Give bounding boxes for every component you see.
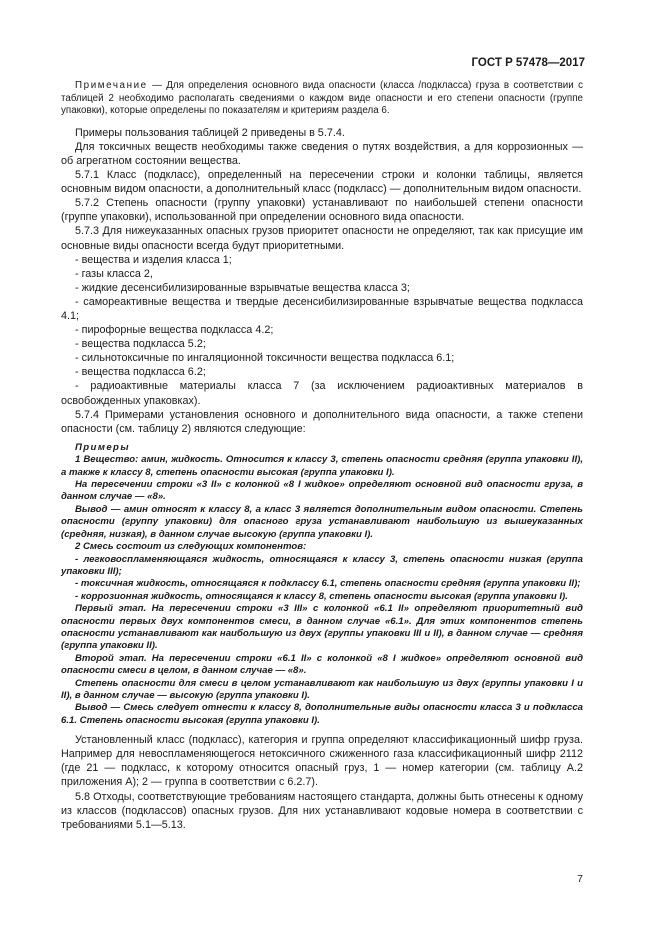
list-item: - самореактивные вещества и твердые десенсибилизированные взрывчатые вещества подкласса 4.1; <box>61 295 583 322</box>
example-line: Степень опасности для смеси в целом устанавливают как наибольшую из двух (группы упаковки I и II), в данном случае — высокую (группа упаковки I). <box>61 677 583 701</box>
document-code: ГОСТ Р 57478—2017 <box>471 57 585 69</box>
paragraph-5-7-3: 5.7.3 Для нижеуказанных опасных грузов приоритет опасности не определяют, так как присущие им основные виды опасности всегда будут приоритетными. <box>61 225 583 252</box>
paragraph-5-7-4: 5.7.4 Примерами установления основного и дополнительного вида опасности, а также степени опасности (см. таблицу 2) являются следующие: <box>61 408 583 435</box>
example-line: На пересечении строки «3 II» с колонкой «8 I жидкое» определяют основной вид опасности груза, в данном случае — «8». <box>61 479 583 503</box>
note-label: Примечание <box>75 80 148 91</box>
list-item: - пирофорные вещества подкласса 4.2; <box>75 324 274 337</box>
page-number: 7 <box>577 873 583 885</box>
example-line: 1 Вещество: амин, жидкость. Относится к классу 3, степень опасности средняя (группа упаковки II), а также к классу 8, степень опасности высокая (группа упаковки I). <box>61 454 583 478</box>
page-content <box>61 80 583 832</box>
list-item: - радиоактивные материалы класса 7 (за исключением радиоактивных материалов в освобожденных упаковках). <box>61 380 583 407</box>
example-line: - коррозионная жидкость, относящаяся к классу 8, степень опасности высокая (группа упаковки I). <box>75 590 568 602</box>
paragraph-5-8: 5.8 Отходы, соответствующие требованиям настоящего стандарта, должны быть отнесены к одному из классов (подклассов) опасных грузов. Для них устанавливают кодовые номера в соответствии с требованиями 5.1—5.13. <box>61 790 583 831</box>
examples-title: Примеры <box>75 441 130 453</box>
list-item: - вещества подкласса 5.2; <box>75 338 206 351</box>
list-item: - газы класса 2, <box>75 267 153 280</box>
example-line: 2 Смесь состоит из следующих компонентов: <box>75 541 307 553</box>
paragraph-5-7-2: 5.7.2 Степень опасности (группу упаковки) устанавливают по наибольшей степени опасности (группе упаковки), использованной при определении основного вида опасности. <box>61 197 583 224</box>
paragraph-examples-ref: Примеры пользования таблицей 2 приведены в 5.7.4. <box>75 126 345 139</box>
example-line: Вывод — Смесь следует отнести к классу 8, дополнительные виды опасности класса 3 и подкласса 6.1. Степень опасности высокая (группа упаковки I). <box>61 702 583 726</box>
list-item: - вещества подкласса 6.2; <box>75 366 206 379</box>
paragraph-5-7-1: 5.7.1 Класс (подкласс), определенный на пересечении строки и колонки таблицы, является основным видом опасности, а дополнительный класс (подкласс) — дополнительным видом опасности. <box>61 169 583 196</box>
example-line: Вывод — амин относят к классу 8, а класс 3 является дополнительным видом опасности. Степень опасности (группу упаковки) для опасного груза устанавливают наибольшую из вышеуказанных (средняя, низкая), в данном случае высокую (группа упаковки I). <box>61 503 583 540</box>
example-line: - токсичная жидкость, относящаяся к подклассу 6.1, степень опасности средняя (группа упаковки II); <box>75 578 581 590</box>
paragraph-classification-code: Установленный класс (подкласс), категория и группа определяют классификационный шифр груза. Например для невоспламеняющегося нетоксичного сжиженного газа классификационный шифр 2112 (где 21 — подкласс, к которому относится опасный груз, 1 — номер категории (см. таблицу А.2 приложения А); 2 — группа в соответствии с 6.2.7). <box>61 734 583 789</box>
list-item: - сильнотоксичные по ингаляционной токсичности вещества подкласса 6.1; <box>75 352 455 365</box>
list-item: - вещества и изделия класса 1; <box>75 253 232 266</box>
example-line: Первый этап. На пересечении строки «3 III» с колонкой «6.1 II» определяют приоритетный вид опасности первых двух компонентов смеси, в данном случае «6.1». Для этих компонентов степень опасности устанавливают как наибольшую из двух (группы упаковки III и II), в данном случае — средняя (группа упаковки II). <box>61 603 583 652</box>
list-item: - жидкие десенсибилизированные взрывчатые вещества класса 3; <box>75 281 410 294</box>
example-line: - легковоспламеняющаяся жидкость, относящаяся к классу 3, степень опасности низкая (группа упаковки III); <box>61 553 583 577</box>
paragraph-toxic: Для токсичных веществ необходимы также сведения о путях воздействия, а для коррозионных — об агрегатном состоянии вещества. <box>61 140 583 167</box>
note-paragraph <box>61 80 583 118</box>
example-line: Второй этап. На пересечении строки «6.1 II» с колонкой «8 I жидкое» определяют основной вид опасности смеси в целом, в данном случае — «8». <box>61 652 583 677</box>
note-text: — Для определения основного вида опасности (класса /подкласса) груза в соответствии с таблицей 2 необходимо располагать сведениями о каждом виде опасности и его степени опасности (группе упаковки), которые определены по показателям и критериям раздела 6. <box>61 80 583 117</box>
